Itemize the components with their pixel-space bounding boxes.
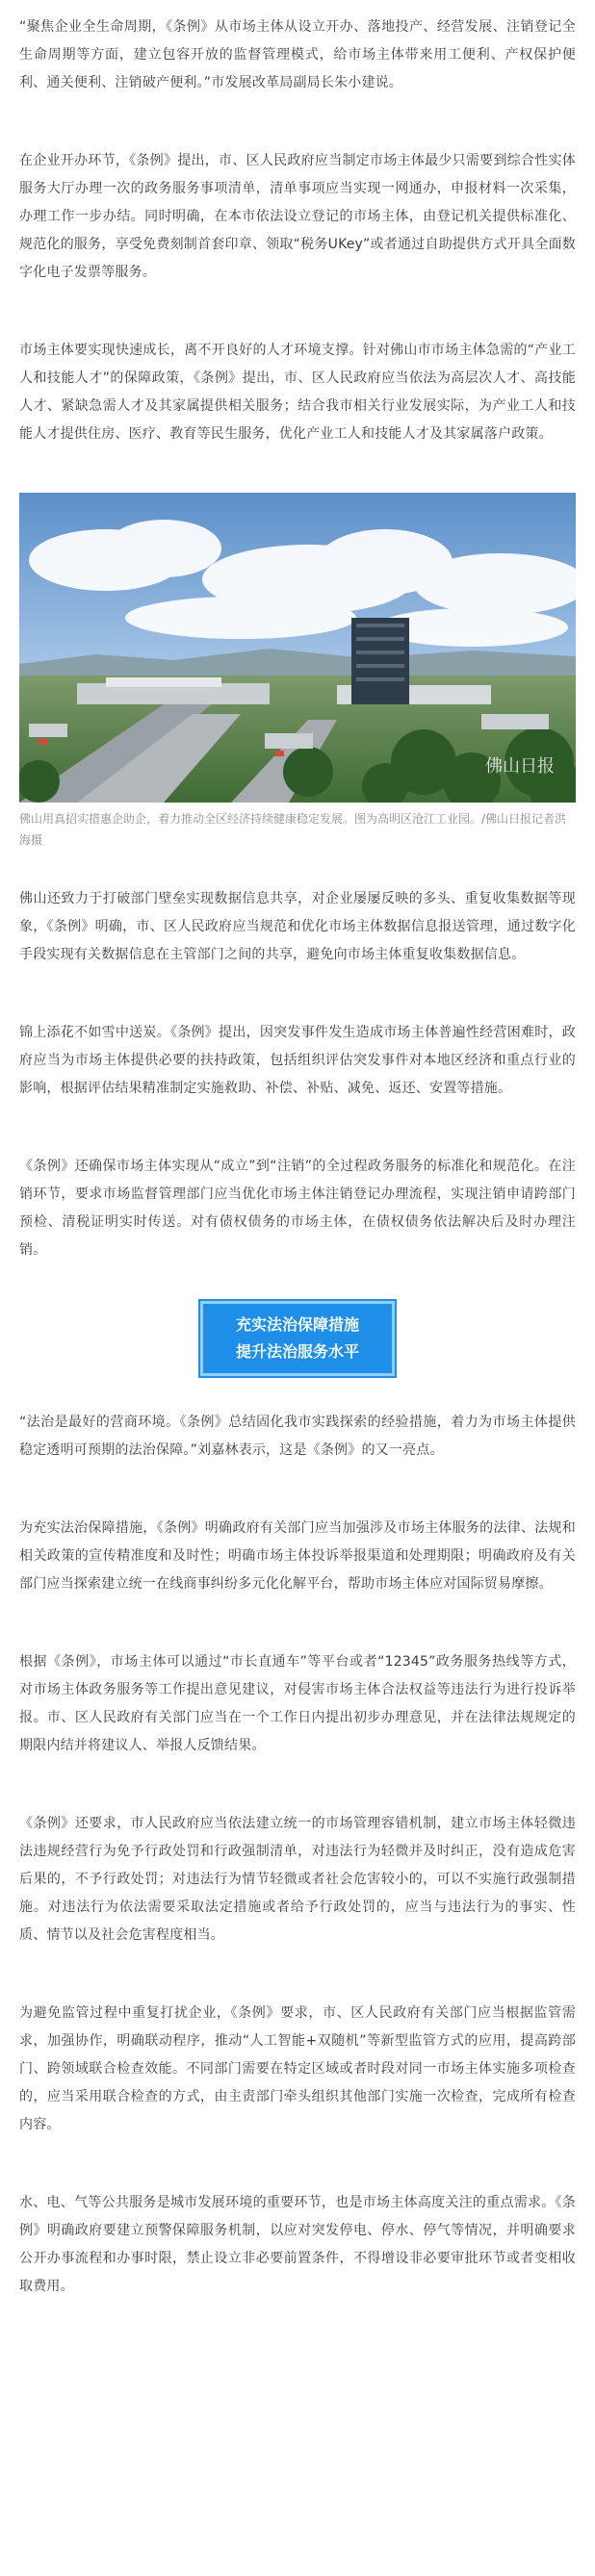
paragraph-rule-of-law: “法治是最好的营商环境。《条例》总结固化我市实践探索的经验措施，着力为市场主体提供稳定透明可预期的法治保障。”刘嘉林表示，这是《条例》的又一亮点。 xyxy=(19,1415,576,1458)
photo-figure xyxy=(19,493,576,851)
paragraph-lifecycle: “聚焦企业全生命周期，《条例》从市场主体从设立开办、落地投产、经营发展、注销登记全生命周期等方面，建立包容开放的监督管理模式，给市场主体带来用工便利、产权保护便利、通关便利、注销破产便利。”市发展改革局副局长朱小建说。 xyxy=(19,19,576,90)
photo-watermark: 佛山日报 xyxy=(485,756,555,777)
paragraph-legal-safeguards: 为充实法治保障措施，《条例》明确政府有关部门应当加强涉及市场主体服务的法律、法规和相关政策的宣传精准度和及时性；明确市场主体投诉举报渠道和处理期限；明确政府及有关部门应当探索建立统一在线商事纠纷多元化化解平台，帮助市场主体应对国际贸易摩擦。 xyxy=(19,1520,576,1592)
section-heading xyxy=(200,1301,395,1376)
photo-caption: 佛山用真招实措惠企助企，着力推动全区经济持续健康稳定发展。图为高明区沧江工业园。/佛山日报记者洪海摄 xyxy=(19,812,567,847)
paragraph-public-services: 水、电、气等公共服务是城市发展环境的重要环节，也是市场主体高度关注的重点需求。《条例》明确政府要建立预警保障服务机制，以应对突发停电、停水、停气等情况，并明确要求公开办事流程和办事时限，禁止设立非必要前置条件，不得增设非必要审批环节或者变相收取费用。 xyxy=(19,2195,576,2294)
paragraph-joint-inspection: 为避免监管过程中重复打扰企业，《条例》要求，市、区人民政府有关部门应当根据监管需求，加强协作，明确联动程序，推动“人工智能+双随机”等新型监管方式的应用，提高跨部门、跨领域联合检查效能。不同部门需要在特定区域或者时段对同一市场主体实施多项检查的，应当采用联合检查的方式，由主责部门牵头组织其他部门实施一次检查，完成所有检查内容。 xyxy=(19,2005,576,2132)
paragraph-data-sharing: 佛山还致力于打破部门壁垒实现数据信息共享，对企业屡屡反映的多头、重复收集数据等现象，《条例》明确，市、区人民政府应当规范和优化市场主体数据信息报送管理，通过数字化手段实现有关数据信息在主管部门之间的共享，避免向市场主体重复收集数据信息。 xyxy=(19,891,576,962)
section-heading-line-1: 充实法治保障措施 xyxy=(235,1315,359,1334)
paragraph-error-tolerance: 《条例》还要求，市人民政府应当依法建立统一的市场管理容错机制，建立市场主体轻微违法违规经营行为免予行政处罚和行政强制清单，对违法行为轻微并及时纠正，没有造成危害后果的，不予行政处罚；对违法行为情节轻微或者社会危害较小的，可以不实施行政强制措施。对违法行为依法需要采取法定措施或者给予行政处罚的，应当与违法行为的事实、性质、情节以及社会危害程度相当。 xyxy=(19,1816,576,1943)
paragraph-deregistration: 《条例》还确保市场主体实现从“成立”到“注销”的全过程政务服务的标准化和规范化。在注销环节，要求市场监督管理部门应当优化市场主体注销登记办理流程，实现注销申请跨部门预检、清税证明实时传送。对有债权债务的市场主体，在债权债务依法解决后及时办理注销。 xyxy=(19,1159,576,1258)
paragraph-complaints: 根据《条例》，市场主体可以通过“市长直通车”等平台或者“12345”政务服务热线等方式，对市场主体政务服务等工作提出意见建议，对侵害市场主体合法权益等违法行为进行投诉举报。市、区人民政府有关部门应当在一个工作日内提出初步办理意见，并在法律法规规定的期限内结并将建议人、举报人反馈结果。 xyxy=(19,1654,576,1753)
section-heading-line-2: 提升法治服务水平 xyxy=(235,1342,359,1361)
paragraph-talent: 市场主体要实现快速成长，离不开良好的人才环境支撑。针对佛山市市场主体急需的“产业工人和技能人才”的保障政策，《条例》提出，市、区人民政府应当依法为高层次人才、高技能人才、紧缺急需人才及其家属提供相关服务；结合我市相关行业发展实际，为产业工人和技能人才提供住房、医疗、教育等民生服务，优化产业工人和技能人才及其家属落户政策。 xyxy=(19,343,576,442)
paragraph-business-startup: 在企业开办环节，《条例》提出，市、区人民政府应当制定市场主体最少只需要到综合性实体服务大厅办理一次的政务服务事项清单，清单事项应当实现一网通办，申报材料一次采集，办理工作一步办结。同时明确，在本市依法设立登记的市场主体，由登记机关提供标准化、规范化的服务，享受免费刻制首套印章、领取“税务UKey”或者通过自助提供方式开具全面数字化电子发票等服务。 xyxy=(19,153,576,280)
paragraph-emergency-support: 锦上添花不如雪中送炭。《条例》提出，因突发事件发生造成市场主体普遍性经营困难时，政府应当为市场主体提供必要的扶持政策，包括组织评估突发事件对本地区经济和重点行业的影响，根据评估结果精准制定实施救助、补偿、补贴、减免、返还、安置等措施。 xyxy=(19,1025,576,1096)
industrial-park-photo xyxy=(19,493,576,803)
